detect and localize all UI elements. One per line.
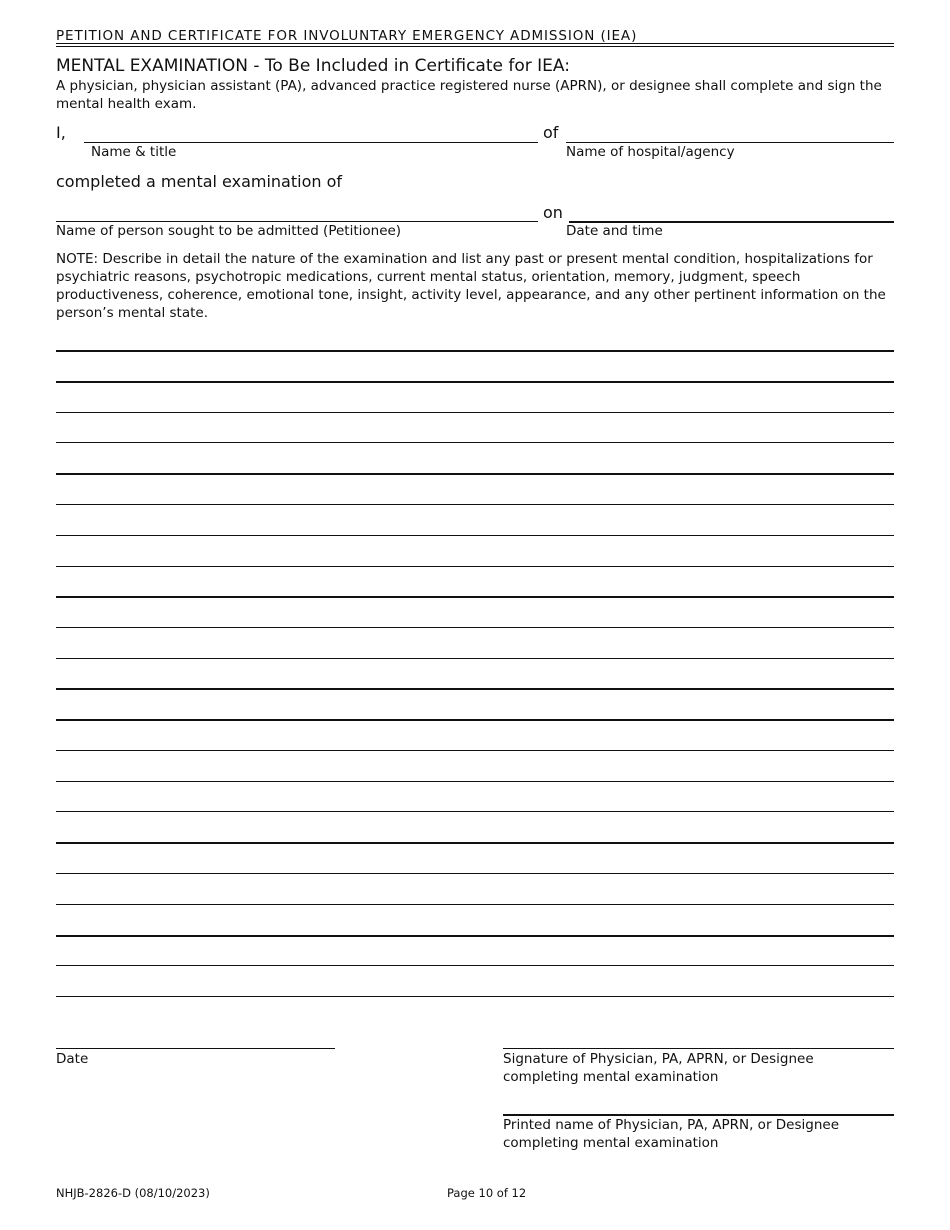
date-time-caption: Date and time xyxy=(566,223,663,239)
page-number: Page 10 of 12 xyxy=(447,1186,527,1200)
writing-line xyxy=(56,842,894,844)
writing-line xyxy=(56,596,894,598)
name-title-field[interactable] xyxy=(84,142,538,143)
form-header-title: PETITION AND CERTIFICATE FOR INVOLUNTARY EMERGENCY ADMISSION (IEA) xyxy=(56,28,638,44)
writing-line xyxy=(56,811,894,812)
date-field[interactable] xyxy=(56,1048,335,1049)
petitionee-caption: Name of person sought to be admitted (Petitionee) xyxy=(56,223,402,239)
writing-line xyxy=(56,504,894,505)
writing-line xyxy=(56,965,894,966)
writing-line xyxy=(56,566,894,567)
writing-line xyxy=(56,658,894,659)
note-instructions: NOTE: Describe in detail the nature of the examination and list any past or present mental condition, hospitalizations for psychiatric reasons, psychotropic medications, current mental status, orientation, memory, judgment, speech productiveness, coherence, emotional tone, insight, activity level, appearance, and any other pertinent information on the person’s mental state. xyxy=(56,251,886,321)
prefix-i-label: I, xyxy=(56,123,66,142)
writing-line xyxy=(56,750,894,751)
writing-line xyxy=(56,935,894,937)
writing-line xyxy=(56,719,894,721)
signature-caption-line2: completing mental examination xyxy=(503,1069,719,1085)
writing-line xyxy=(56,535,894,536)
printed-name-caption-line1: Printed name of Physician, PA, APRN, or Designee xyxy=(503,1117,840,1133)
name-title-caption: Name & title xyxy=(91,144,177,160)
hospital-agency-caption: Name of hospital/agency xyxy=(566,144,735,160)
signature-field[interactable] xyxy=(503,1048,894,1049)
signature-caption-line1: Signature of Physician, PA, APRN, or Designee xyxy=(503,1051,814,1067)
writing-line xyxy=(56,473,894,475)
on-label: on xyxy=(543,203,563,222)
petitionee-name-field[interactable] xyxy=(56,221,538,222)
writing-line xyxy=(56,688,894,690)
writing-line xyxy=(56,904,894,905)
writing-line xyxy=(56,381,894,383)
header-rule xyxy=(56,46,894,47)
section-title: MENTAL EXAMINATION - To Be Included in Certificate for IEA: xyxy=(56,56,570,76)
writing-line xyxy=(56,627,894,628)
examination-lead-text: completed a mental examination of xyxy=(56,172,343,191)
form-id: NHJB-2826-D (08/10/2023) xyxy=(56,1186,210,1200)
section-intro: A physician, physician assistant (PA), advanced practice registered nurse (APRN), or designee shall complete and sign the mental health exam. xyxy=(56,78,882,112)
writing-line xyxy=(56,442,894,443)
hospital-agency-field[interactable] xyxy=(566,142,894,143)
writing-line xyxy=(56,996,894,997)
header-rule xyxy=(56,43,894,44)
writing-line xyxy=(56,781,894,782)
date-caption: Date xyxy=(56,1051,89,1067)
writing-line xyxy=(56,873,894,874)
printed-name-caption-line2: completing mental examination xyxy=(503,1135,719,1151)
writing-line xyxy=(56,412,894,413)
of-label: of xyxy=(543,123,559,142)
writing-line xyxy=(56,350,894,352)
